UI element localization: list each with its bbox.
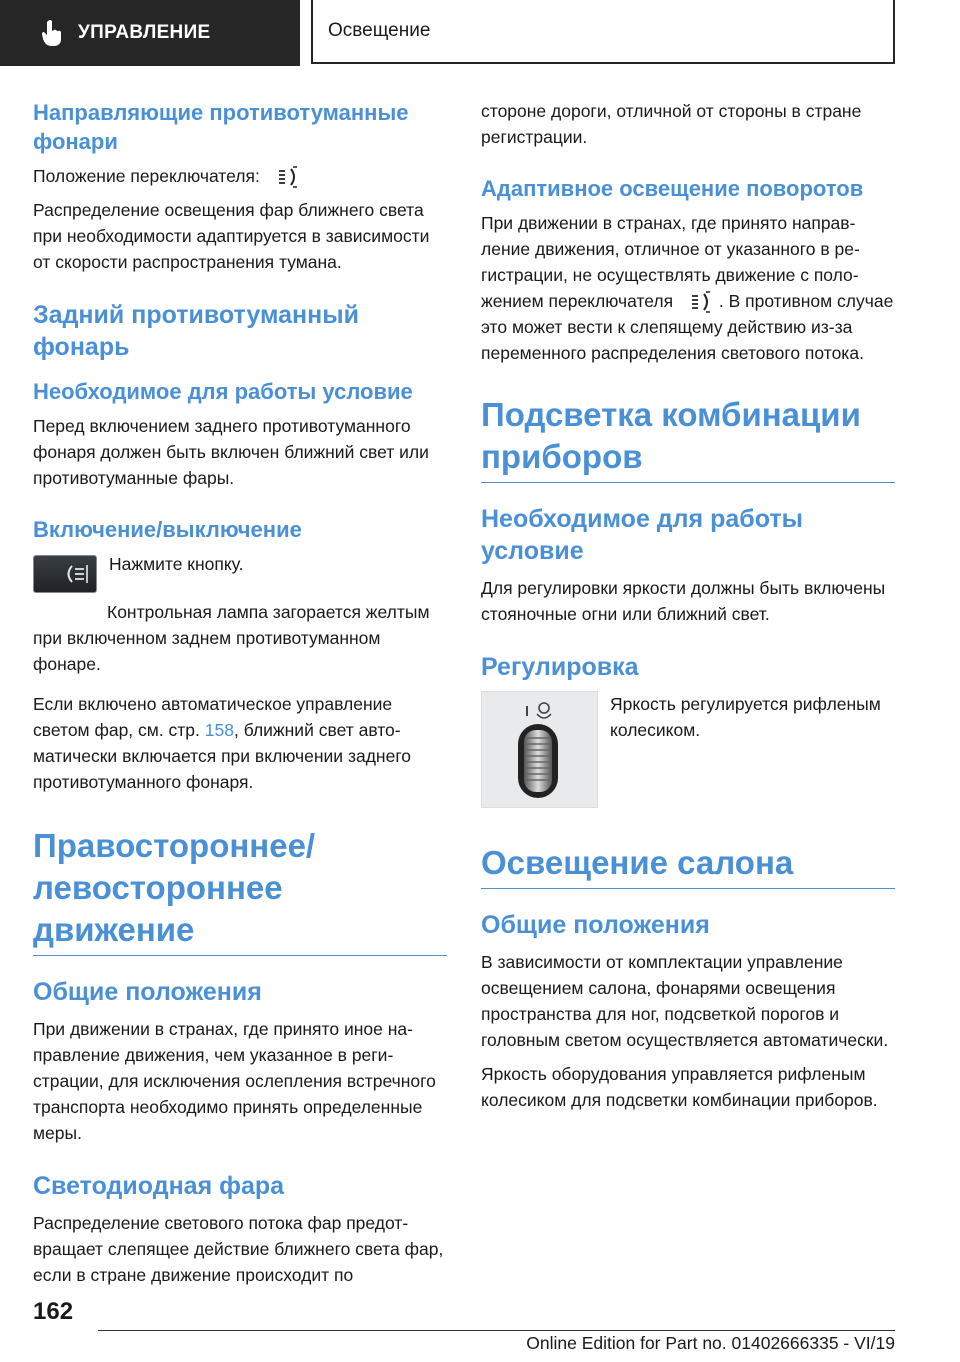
edition-text: Online Edition for Part no. 01402666335 - VI/19: [526, 1333, 895, 1353]
traffic-heading: Правостороннее/ левостороннее движение: [33, 827, 316, 949]
fog-light-switch-icon: [684, 290, 714, 314]
onoff-indicator-text: Контрольная лампа загорается желтым при включенном заднем противотуманном фонаре.: [33, 602, 430, 675]
interior-general-heading: Общие положения: [481, 911, 710, 940]
page-link-158[interactable]: 158: [204, 720, 234, 741]
general-body: При движении в странах, где принято иное направление движения, чем указанное в регистрации, для исключения ослепления встречного транспорта необходимо принять определенные меры.: [33, 1019, 436, 1144]
adaptive-text-after: . В противном случае это может вести к слепящему действию из-за переменного распределения светового потока.: [481, 291, 894, 364]
fog-switch-label: Положение переключателя:: [33, 166, 260, 186]
heading-divider: [481, 888, 895, 889]
section-title: УПРАВЛЕНИЕ: [78, 22, 211, 43]
interior-lighting-heading: Освещение салона: [481, 844, 794, 882]
fog-light-switch-icon: [271, 165, 301, 189]
auto-text-after: , ближний свет автоматически включается при включении заднего противотуманного фонаря.: [33, 720, 412, 793]
section-tab: [0, 0, 300, 66]
rear-fog-lamp-icon: [62, 563, 90, 585]
rear-fog-heading: Задний противотуманный фонарь: [33, 301, 359, 362]
adjust-body: Яркость регулируется рифленым колесиком.: [610, 694, 881, 741]
adaptive-body: [481, 210, 895, 366]
interior-body-2: Яркость оборудования управляется рифленым колесиком для подсветки комбинации приборов.: [481, 1064, 878, 1111]
heading-divider: [33, 955, 447, 956]
auto-light-paragraph: [33, 691, 447, 795]
footer-rule: [98, 1330, 895, 1331]
heading-divider: [481, 482, 895, 483]
fog-front-switch-text: [33, 163, 447, 189]
thumbwheel-image: [481, 691, 598, 808]
instrument-requirement-body: Для регулировки яркости должны быть включены стояночные огни или ближний свет.: [481, 578, 886, 625]
rear-fog-requirement-body: Перед включением заднего противотуманного фонаря должен быть включен ближний свет или противотуманные фары.: [33, 416, 429, 489]
adaptive-text-before: При движении в странах, где принято направление движения, отличное от указанного в регистрации, не осуществлять движение с положением переключателя: [481, 213, 860, 311]
hand-pointer-icon: [40, 19, 64, 47]
chapter-title: Освещение: [328, 20, 431, 41]
chapter-box: [311, 0, 895, 64]
led-body: Распределение светового потока фар предотвращает слепящее действие ближнего света фар, если в стране движение происходит по: [33, 1213, 444, 1286]
onoff-heading: Включение/выключение: [33, 517, 302, 543]
page-header: [0, 0, 960, 66]
rear-fog-requirement-heading: Необходимое для работы условие: [33, 379, 413, 405]
page-number: 162: [33, 1298, 74, 1325]
thumbwheel-icon: [482, 692, 597, 807]
adaptive-heading: Адаптивное освещение поворотов: [481, 176, 864, 201]
instrument-requirement-heading: Необходимое для работы условие: [481, 505, 803, 566]
rear-fog-button-image: [33, 555, 97, 593]
onoff-indicator: [33, 599, 447, 677]
left-column: [33, 98, 447, 1296]
right-column: [481, 98, 895, 1121]
auto-text-before: Если включено автоматическое управление светом фар, см. стр.: [33, 694, 393, 741]
interior-body-1: В зависимости от комплектации управление освещением салона, фонарями освещения пространства для ног, подсветкой порогов и головным светом осуществляется автоматически.: [481, 952, 889, 1051]
fog-front-body: Распределение освещения фар ближнего света при необходимости адаптируется в зависимости от скорости распространения тумана.: [33, 200, 430, 273]
led-heading: Светодиодная фара: [33, 1172, 285, 1201]
adjust-row: [481, 691, 895, 808]
onoff-row: [33, 551, 447, 593]
instrument-lighting-heading: Подсветка комбинации приборов: [481, 396, 861, 476]
fog-front-heading: Направляющие противотуманные фонари: [33, 100, 409, 154]
adjust-heading: Регулировка: [481, 653, 639, 682]
general-heading: Общие положения: [33, 978, 262, 1007]
onoff-step: Нажмите кнопку.: [109, 554, 244, 575]
led-body-continued: стороне дороги, отличной от стороны в стране регистрации.: [481, 101, 862, 147]
